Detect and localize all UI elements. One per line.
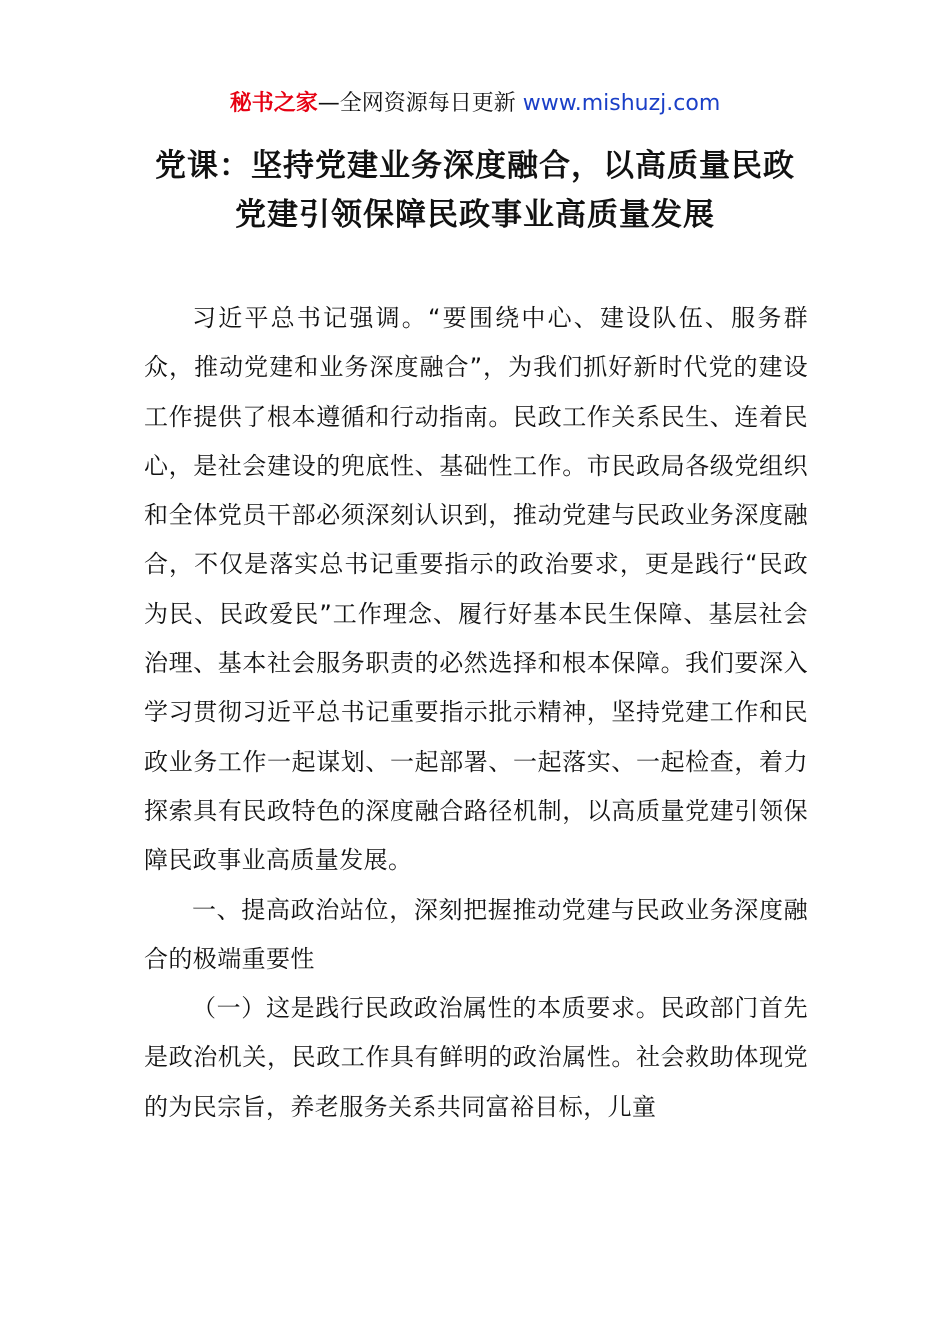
paragraph-intro: 习近平总书记强调。“要围绕中心、建设队伍、服务群众，推动党建和业务深度融合”，为我们抓好新时代党的建设工作提供了根本遵循和行动指南。民政工作关系民生、连着民心，是社会建设的兜底性、基础性工作。市民政局各级党组织和全体党员干部必须深刻认识到，推动党建与民政业务深度融合，不仅是落实总书记重要指示的政治要求，更是践行“民政为民、民政爱民”工作理念、履行好基本民生保障、基层社会治理、基本社会服务职责的必然选择和根本保障。我们要深入学习贯彻习近平总书记重要指示批示精神，坚持党建工作和民政业务工作一起谋划、一起部署、一起落实、一起检查，着力探索具有民政特色的深度融合路径机制，以高质量党建引领保障民政事业高质量发展。 bbox=[144, 304, 808, 875]
paragraph-subsection-1: （一）这是践行民政政治属性的本质要求。民政部门首先是政治机关，民政工作具有鲜明的政治属性。社会救助体现党的为民宗旨，养老服务关系共同富裕目标，儿童 bbox=[144, 994, 808, 1121]
section-heading-1: 一、提高政治站位，深刻把握推动党建与民政业务深度融合的极端重要性 bbox=[144, 895, 808, 973]
document-body bbox=[144, 294, 808, 1132]
site-header bbox=[0, 88, 950, 120]
title-line-2: 党建引领保障民政事业高质量发展 bbox=[235, 197, 715, 233]
document-title bbox=[100, 142, 850, 240]
site-tagline: —全网资源每日更新 bbox=[317, 91, 523, 116]
title-line-1: 党课：坚持党建业务深度融合，以高质量民政 bbox=[155, 148, 795, 184]
site-brand: 秘书之家 bbox=[229, 91, 318, 116]
site-url[interactable]: www.mishuzj.com bbox=[522, 91, 721, 116]
